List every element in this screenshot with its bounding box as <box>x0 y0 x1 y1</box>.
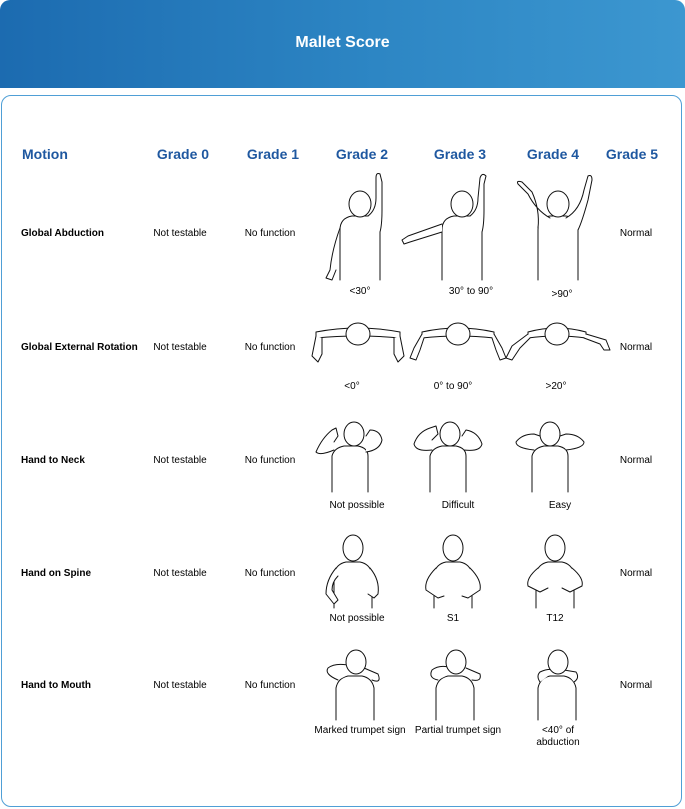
title-banner <box>0 0 685 88</box>
caption-grade4: T12 <box>546 613 564 624</box>
motion-hand-to-mouth: Hand to Mouth <box>21 680 91 691</box>
caption-grade4: >20° <box>545 381 567 392</box>
figure-mouth-grade3 <box>418 644 494 720</box>
figure-neck-grade4 <box>510 416 590 492</box>
header-grade-0: Grade 0 <box>156 146 210 162</box>
figure-rotation-grade2 <box>308 316 408 368</box>
caption-grade3: Partial trumpet sign <box>414 725 502 736</box>
cell-grade5: Normal <box>619 455 653 466</box>
figure-mouth-grade4 <box>520 644 596 720</box>
cell-grade0: Not testable <box>153 568 207 579</box>
figure-rotation-grade4 <box>502 316 612 368</box>
caption-grade2: <0° <box>344 381 360 392</box>
figure-mouth-grade2 <box>318 644 394 720</box>
figure-neck-grade3 <box>408 416 488 492</box>
caption-grade4: Easy <box>548 500 572 511</box>
figure-neck-grade2 <box>310 416 390 492</box>
figure-abduction-grade2 <box>310 170 410 282</box>
caption-grade3: 30° to 90° <box>448 286 494 297</box>
caption-grade2: <30° <box>349 286 371 297</box>
cell-grade5: Normal <box>619 680 653 691</box>
caption-grade3: 0° to 90° <box>433 381 473 392</box>
header-grade-5: Grade 5 <box>605 146 659 162</box>
figure-rotation-grade3 <box>408 316 508 368</box>
motion-hand-to-neck: Hand to Neck <box>21 455 85 466</box>
figure-abduction-grade4 <box>508 170 608 282</box>
cell-grade5: Normal <box>619 568 653 579</box>
figure-spine-grade2 <box>318 528 388 608</box>
header-grade-1: Grade 1 <box>246 146 300 162</box>
cell-grade1: No function <box>244 680 296 691</box>
page-title: Mallet Score <box>295 34 390 51</box>
header-grade-4: Grade 4 <box>526 146 580 162</box>
cell-grade1: No function <box>244 568 296 579</box>
cell-grade1: No function <box>244 455 296 466</box>
cell-grade1: No function <box>244 342 296 353</box>
motion-global-abduction: Global Abduction <box>21 228 104 239</box>
caption-grade3: Difficult <box>441 500 475 511</box>
caption-grade2: Not possible <box>329 613 385 624</box>
caption-grade2: Marked trumpet sign <box>314 725 406 736</box>
caption-grade4: <40° of abduction <box>536 725 580 748</box>
cell-grade5: Normal <box>619 342 653 353</box>
header-grade-3: Grade 3 <box>433 146 487 162</box>
figure-abduction-grade3 <box>398 170 508 282</box>
header-motion: Motion <box>22 146 68 162</box>
figure-spine-grade4 <box>520 528 590 608</box>
cell-grade1: No function <box>244 228 296 239</box>
figure-spine-grade3 <box>418 528 488 608</box>
motion-global-external-rotation: Global External Rotation <box>21 342 138 353</box>
cell-grade0: Not testable <box>153 228 207 239</box>
caption-grade4: >90° <box>551 289 573 300</box>
cell-grade0: Not testable <box>153 455 207 466</box>
caption-grade3: S1 <box>446 613 460 624</box>
cell-grade0: Not testable <box>153 342 207 353</box>
cell-grade5: Normal <box>619 228 653 239</box>
motion-hand-on-spine: Hand on Spine <box>21 568 91 579</box>
cell-grade0: Not testable <box>153 680 207 691</box>
header-grade-2: Grade 2 <box>335 146 389 162</box>
caption-grade2: Not possible <box>329 500 385 511</box>
